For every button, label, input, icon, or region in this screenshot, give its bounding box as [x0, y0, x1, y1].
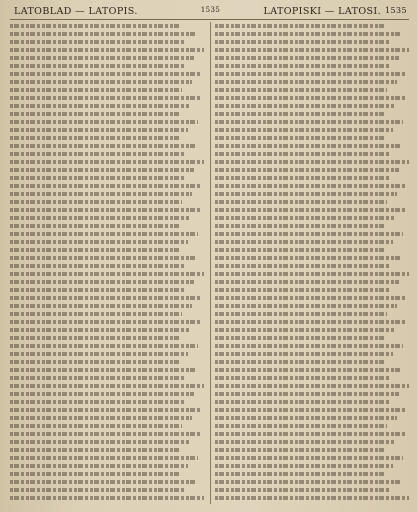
text-line	[10, 80, 192, 84]
text-line	[10, 32, 196, 36]
running-header	[14, 6, 407, 20]
text-line	[10, 208, 200, 212]
text-line	[215, 248, 384, 252]
text-line	[215, 272, 409, 276]
text-line	[215, 160, 409, 164]
left-column	[10, 24, 206, 504]
text-line	[215, 48, 409, 52]
text-line	[215, 168, 399, 172]
text-line	[215, 352, 393, 356]
text-line	[215, 432, 405, 436]
header-right-title: LATOPISKI — LATOSI.	[263, 6, 381, 17]
text-line	[215, 464, 393, 468]
text-line	[10, 176, 184, 180]
text-line	[10, 464, 188, 468]
text-line	[215, 496, 409, 500]
text-line	[10, 192, 192, 196]
text-line	[215, 176, 389, 180]
text-line	[215, 408, 407, 412]
header-rule	[10, 19, 409, 20]
text-line	[10, 216, 190, 220]
text-line	[215, 24, 384, 28]
text-line	[215, 424, 387, 428]
text-line	[10, 96, 200, 100]
text-line	[10, 440, 190, 444]
text-line	[215, 192, 397, 196]
text-line	[10, 144, 196, 148]
text-line	[10, 184, 202, 188]
text-line	[215, 112, 386, 116]
text-line	[10, 320, 200, 324]
text-line	[215, 240, 393, 244]
text-line	[215, 264, 391, 268]
text-line	[10, 432, 200, 436]
text-line	[215, 472, 384, 476]
text-line	[10, 480, 196, 484]
text-line	[215, 360, 384, 364]
text-line	[215, 288, 389, 292]
header-page-number: 1535	[385, 6, 407, 15]
text-line	[215, 304, 397, 308]
text-line	[215, 32, 401, 36]
text-line	[10, 136, 179, 140]
text-line	[10, 312, 182, 316]
text-line	[215, 120, 403, 124]
text-line	[10, 488, 186, 492]
text-line	[10, 416, 192, 420]
text-line	[10, 288, 184, 292]
text-line	[215, 40, 391, 44]
text-line	[10, 128, 188, 132]
text-line	[10, 112, 181, 116]
text-line	[215, 200, 387, 204]
text-line	[10, 496, 204, 500]
right-column	[215, 24, 411, 504]
text-line	[10, 264, 186, 268]
text-line	[215, 312, 387, 316]
text-line	[215, 336, 386, 340]
header-page-number-center: 1535	[200, 6, 221, 14]
text-line	[215, 376, 391, 380]
text-line	[10, 360, 179, 364]
text-line	[215, 296, 407, 300]
text-line	[215, 280, 399, 284]
text-line	[10, 232, 198, 236]
text-line	[10, 224, 181, 228]
text-line	[10, 376, 186, 380]
text-line	[10, 200, 182, 204]
text-line	[10, 392, 194, 396]
text-line	[10, 472, 179, 476]
text-line	[215, 128, 393, 132]
text-line	[10, 272, 204, 276]
text-line	[10, 152, 186, 156]
text-line	[215, 104, 395, 108]
text-line	[215, 72, 407, 76]
header-left-title: LATOBLAD — LATOPIS.	[14, 6, 138, 17]
text-line	[10, 336, 181, 340]
text-line	[10, 344, 198, 348]
text-line	[10, 56, 194, 60]
text-line	[10, 352, 188, 356]
text-line	[10, 72, 202, 76]
text-line	[10, 408, 202, 412]
text-line	[215, 344, 403, 348]
text-line	[10, 280, 194, 284]
column-rule	[210, 22, 211, 504]
text-line	[215, 368, 401, 372]
text-line	[215, 208, 405, 212]
text-line	[10, 48, 204, 52]
text-line	[215, 448, 386, 452]
text-line	[10, 456, 198, 460]
text-line	[10, 424, 182, 428]
text-line	[10, 88, 182, 92]
text-line	[215, 184, 407, 188]
text-line	[215, 232, 403, 236]
text-line	[215, 144, 401, 148]
text-line	[215, 416, 397, 420]
text-line	[10, 400, 184, 404]
text-line	[10, 240, 188, 244]
text-line	[215, 256, 401, 260]
text-line	[215, 440, 395, 444]
text-line	[10, 256, 196, 260]
text-line	[10, 448, 181, 452]
text-line	[215, 224, 386, 228]
text-line	[10, 24, 179, 28]
text-line	[10, 304, 192, 308]
text-line	[10, 120, 198, 124]
text-line	[215, 216, 395, 220]
text-line	[215, 56, 399, 60]
text-line	[10, 328, 190, 332]
text-line	[10, 368, 196, 372]
text-line	[10, 64, 184, 68]
text-line	[215, 488, 391, 492]
text-line	[10, 168, 194, 172]
text-line	[215, 456, 403, 460]
text-line	[10, 248, 179, 252]
text-line	[10, 296, 202, 300]
text-line	[215, 392, 399, 396]
text-line	[215, 80, 397, 84]
text-line	[10, 160, 204, 164]
text-line	[215, 88, 387, 92]
text-line	[215, 320, 405, 324]
text-line	[215, 400, 389, 404]
text-line	[215, 480, 401, 484]
text-line	[10, 40, 186, 44]
text-line	[215, 152, 391, 156]
text-line	[215, 328, 395, 332]
text-line	[215, 64, 389, 68]
text-line	[215, 96, 405, 100]
text-line	[10, 104, 190, 108]
text-line	[215, 136, 384, 140]
text-line	[215, 384, 409, 388]
text-line	[10, 384, 204, 388]
